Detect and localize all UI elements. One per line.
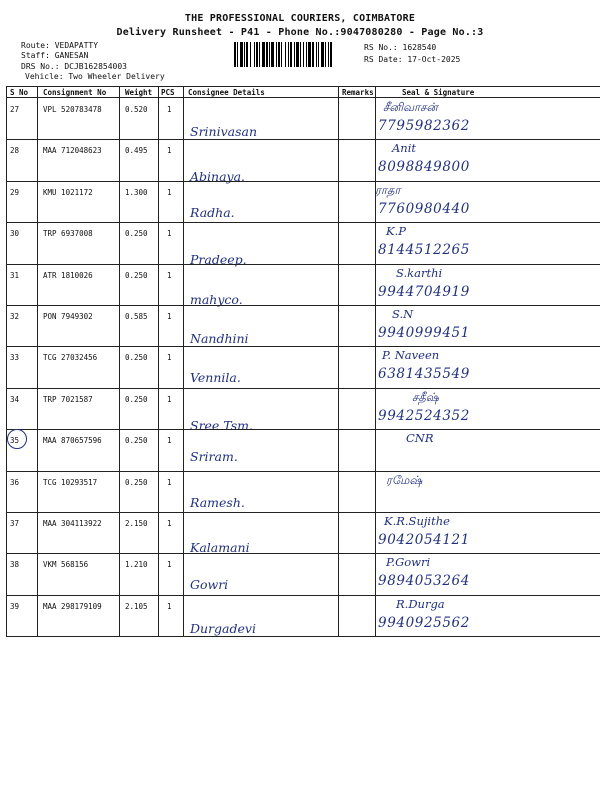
column-header-remarks: Remarks: [342, 88, 374, 97]
table-row: [6, 471, 600, 511]
runsheet-subtitle: Delivery Runsheet - P41 - Phone No.:9047080280 - Page No.:3: [116, 27, 484, 38]
pcs-count: 1: [167, 229, 172, 238]
barcode-bar: [300, 42, 301, 67]
phone-handwritten: 8098849800: [378, 159, 470, 175]
phone-handwritten: 7795982362: [378, 118, 470, 134]
table-row: [6, 305, 600, 345]
column-header-weight: Weight: [125, 88, 153, 97]
table-row: [6, 553, 600, 593]
consignee-name-handwritten: Sriram.: [190, 449, 238, 464]
consignee-name-handwritten: Abinaya.: [190, 169, 246, 184]
barcode-bar: [308, 42, 311, 67]
consignee-name-handwritten: Nandhini: [190, 331, 249, 346]
table-row: [6, 346, 600, 386]
barcode-bar: [328, 42, 329, 67]
drs-number: DRS No.: DCJB162854003: [21, 62, 127, 71]
row-sno: 30: [10, 229, 20, 238]
vehicle-text: Vehicle: Two Wheeler Delivery: [25, 72, 165, 81]
consignment-number: TCG 10293517: [43, 478, 98, 487]
row-sno: 31: [10, 271, 20, 280]
signature-handwritten: R.Durga: [396, 597, 445, 611]
weight-value: 0.495: [125, 146, 148, 155]
signature-handwritten: CNR: [406, 431, 434, 445]
barcode-bar: [321, 42, 324, 67]
barcode-bar: [266, 42, 268, 67]
barcode-bar: [259, 42, 260, 67]
table-row: [6, 139, 600, 184]
row-sno: 38: [10, 560, 20, 569]
weight-value: 2.105: [125, 602, 148, 611]
table-row: [6, 98, 600, 138]
consignment-number: MAA 712048623: [43, 146, 102, 155]
consignee-name-handwritten: Ramesh.: [190, 495, 245, 510]
table-row: [6, 512, 600, 555]
barcode-bar: [318, 42, 319, 67]
consignee-name-handwritten: Radha.: [190, 205, 235, 220]
table-row: [6, 388, 600, 433]
consignee-name-handwritten: Gowri: [190, 577, 229, 592]
phone-handwritten: 7760980440: [378, 201, 470, 217]
company-title: THE PROFESSIONAL COURIERS, COIMBATORE: [184, 13, 416, 24]
pcs-count: 1: [167, 188, 172, 197]
weight-value: 2.150: [125, 519, 148, 528]
signature-handwritten: K.P: [386, 224, 406, 238]
barcode-bar: [303, 42, 304, 67]
signature-handwritten: S.N: [392, 307, 414, 321]
weight-value: 0.520: [125, 105, 148, 114]
consignee-name-handwritten: Durgadevi: [190, 621, 256, 636]
consignee-name-handwritten: Kalamani: [190, 540, 250, 555]
barcode-bar: [256, 42, 258, 67]
barcode-bar: [244, 42, 245, 67]
phone-handwritten: 9894053264: [378, 573, 470, 589]
consignment-number: KMU 1021172: [43, 188, 93, 197]
barcode-bar: [296, 42, 299, 67]
pcs-count: 1: [167, 146, 172, 155]
weight-value: 0.585: [125, 312, 148, 321]
pcs-count: 1: [167, 105, 172, 114]
consignment-number: TRP 7021587: [43, 395, 93, 404]
phone-handwritten: 9940925562: [378, 615, 470, 631]
signature-handwritten: P. Naveen: [382, 348, 440, 362]
pcs-count: 1: [167, 395, 172, 404]
row-sno: 33: [10, 353, 20, 362]
row-sno: 28: [10, 146, 20, 155]
circle-mark: [7, 429, 27, 449]
weight-value: 0.250: [125, 478, 148, 487]
signature-handwritten: சதீஷ்: [412, 390, 439, 404]
barcode-bar: [276, 42, 277, 67]
phone-handwritten: 9944704919: [378, 284, 470, 300]
signature-handwritten: K.R.Sujithe: [384, 514, 450, 528]
rs-date: RS Date: 17-Oct-2025: [364, 55, 461, 64]
pcs-count: 1: [167, 436, 172, 445]
pcs-count: 1: [167, 478, 172, 487]
consignment-number: VPL 520783478: [43, 105, 102, 114]
barcode-bar: [254, 42, 255, 67]
table-row: [6, 429, 600, 469]
consignee-name-handwritten: Vennila.: [190, 370, 241, 385]
barcode-bar: [269, 42, 270, 67]
barcode-bar: [306, 42, 307, 67]
barcode-bar: [325, 42, 326, 67]
column-header-consignment: Consignment No: [43, 88, 107, 97]
weight-value: 0.250: [125, 271, 148, 280]
phone-handwritten: 6381435549: [378, 366, 470, 382]
barcode-bar: [250, 42, 251, 67]
weight-value: 0.250: [125, 436, 148, 445]
barcode-bar: [271, 42, 274, 67]
barcode-bar: [278, 42, 280, 67]
column-header-sno: S No: [10, 88, 29, 97]
signature-handwritten: Anit: [392, 141, 417, 155]
barcode-image: [234, 42, 358, 67]
barcode-bar: [234, 42, 236, 67]
consignment-number: PON 7949302: [43, 312, 93, 321]
barcode-bar: [246, 42, 248, 67]
barcode-bar: [330, 42, 332, 67]
phone-handwritten: 8144512265: [378, 242, 470, 258]
phone-handwritten: 9942524352: [378, 408, 470, 424]
barcode-bar: [312, 42, 314, 67]
column-header-seal: Seal & Signature: [402, 88, 475, 97]
table-row: [6, 595, 600, 635]
barcode-bar: [290, 42, 292, 67]
consignee-name-handwritten: mahyco.: [190, 292, 243, 307]
column-header-consignee: Consignee Details: [188, 88, 265, 97]
row-sno: 32: [10, 312, 20, 321]
pcs-count: 1: [167, 602, 172, 611]
pcs-count: 1: [167, 353, 172, 362]
weight-value: 1.300: [125, 188, 148, 197]
row-sno: 29: [10, 188, 20, 197]
signature-handwritten: ரமேஷ்: [386, 473, 423, 487]
rs-number: RS No.: 1628540: [364, 43, 437, 52]
consignment-number: VKM 568156: [43, 560, 89, 569]
phone-handwritten: 9042054121: [378, 532, 470, 548]
table-row: [6, 264, 600, 307]
pcs-count: 1: [167, 271, 172, 280]
weight-value: 0.250: [125, 395, 148, 404]
consignee-name-handwritten: Pradeep.: [190, 252, 247, 267]
weight-value: 0.250: [125, 229, 148, 238]
row-sno: 34: [10, 395, 20, 404]
signature-handwritten: ராதா: [375, 183, 401, 197]
signature-handwritten: சீனிவாசன்: [383, 100, 438, 114]
signature-handwritten: P.Gowri: [386, 555, 431, 569]
consignment-number: MAA 298179109: [43, 602, 102, 611]
row-sno: 36: [10, 478, 20, 487]
weight-value: 1.210: [125, 560, 148, 569]
consignee-name-handwritten: Sree Tsm.: [190, 418, 253, 433]
barcode-bar: [316, 42, 317, 67]
table-row: [6, 181, 600, 221]
consignment-number: MAA 304113922: [43, 519, 102, 528]
route-text: Route: VEDAPATTY: [21, 41, 99, 50]
barcode-bar: [281, 42, 282, 67]
barcode-bar: [294, 42, 295, 67]
staff-text: Staff: GANESAN: [21, 51, 89, 60]
barcode-bar: [237, 42, 238, 67]
barcode-bar: [240, 42, 243, 67]
consignment-number: MAA 870657596: [43, 436, 102, 445]
row-sno: 39: [10, 602, 20, 611]
pcs-count: 1: [167, 560, 172, 569]
signature-handwritten: S.karthi: [396, 266, 443, 280]
row-sno: 35: [10, 436, 20, 445]
barcode-bar: [285, 42, 286, 67]
phone-handwritten: 9940999451: [378, 325, 470, 341]
consignment-number: TRP 6937008: [43, 229, 93, 238]
row-sno: 27: [10, 105, 20, 114]
barcode-bar: [288, 42, 289, 67]
consignment-number: ATR 1810026: [43, 271, 93, 280]
barcode-bar: [262, 42, 265, 67]
weight-value: 0.250: [125, 353, 148, 362]
column-header-pcs: PCS: [161, 88, 175, 97]
row-sno: 37: [10, 519, 20, 528]
consignment-number: TCG 27032456: [43, 353, 98, 362]
pcs-count: 1: [167, 312, 172, 321]
table-row: [6, 222, 600, 267]
pcs-count: 1: [167, 519, 172, 528]
consignee-name-handwritten: Srinivasan: [190, 124, 258, 139]
